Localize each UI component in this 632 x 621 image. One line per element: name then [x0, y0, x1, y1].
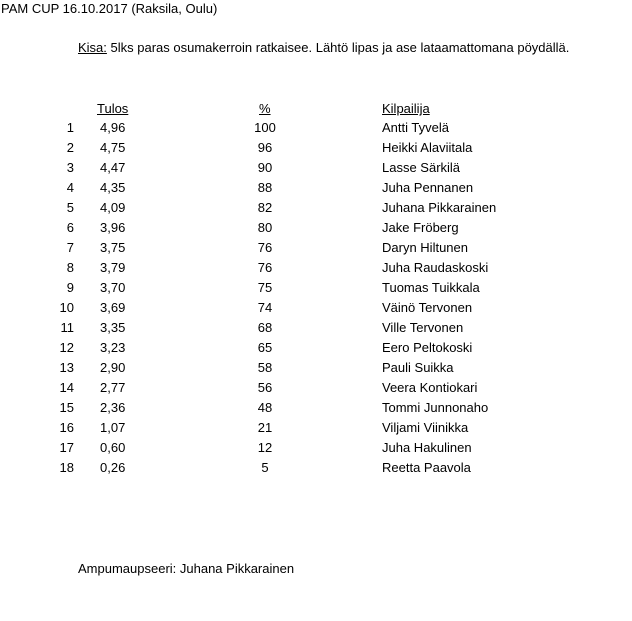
competitor-cell: Veera Kontiokari [382, 380, 478, 395]
results-table [0, 118, 632, 478]
percent-cell: 100 [254, 120, 276, 135]
table-row [0, 178, 632, 198]
competitor-cell: Daryn Hiltunen [382, 240, 468, 255]
result-cell: 3,96 [100, 220, 126, 235]
result-cell: 0,26 [100, 460, 126, 475]
percent-cell: 65 [257, 340, 273, 355]
table-row [0, 438, 632, 458]
result-cell: 2,36 [100, 400, 126, 415]
rank-cell: 17 [59, 440, 74, 455]
table-row [0, 338, 632, 358]
rank-cell: 7 [66, 240, 74, 255]
competitor-cell: Viljami Viinikka [382, 420, 469, 435]
percent-cell: 68 [257, 320, 273, 335]
competitor-cell: Heikki Alaviitala [382, 140, 473, 155]
percent-cell: 90 [257, 160, 273, 175]
table-row [0, 298, 632, 318]
percent-cell: 12 [257, 440, 273, 455]
result-cell: 3,35 [100, 320, 126, 335]
rule-text: 5lks paras osumakerroin ratkaisee. Lähtö lipas ja ase lataamattomana pöydällä. [106, 40, 570, 55]
rank-cell: 13 [59, 360, 74, 375]
table-row [0, 138, 632, 158]
table-row [0, 358, 632, 378]
range-officer: Ampumaupseeri: Juhana Pikkarainen [78, 561, 295, 576]
result-cell: 4,47 [100, 160, 126, 175]
document-title: PAM CUP 16.10.2017 (Raksila, Oulu) [1, 1, 218, 16]
rank-cell: 15 [59, 400, 74, 415]
result-cell: 2,90 [100, 360, 126, 375]
rank-cell: 6 [66, 220, 74, 235]
result-cell: 4,09 [100, 200, 126, 215]
rank-cell: 11 [60, 320, 74, 335]
percent-cell: 75 [257, 280, 273, 295]
result-cell: 4,96 [100, 120, 126, 135]
rank-cell: 9 [66, 280, 74, 295]
rank-cell: 16 [59, 420, 74, 435]
table-row [0, 118, 632, 138]
percent-cell: 21 [257, 420, 273, 435]
rank-cell: 12 [59, 340, 74, 355]
competitor-cell: Jake Fröberg [382, 220, 459, 235]
rule-label: Kisa: [78, 40, 107, 55]
percent-cell: 88 [257, 180, 273, 195]
header-competitor: Kilpailija [382, 101, 430, 116]
percent-cell: 5 [261, 460, 269, 475]
table-row [0, 258, 632, 278]
table-row [0, 318, 632, 338]
table-row [0, 418, 632, 438]
competitor-cell: Lasse Särkilä [382, 160, 461, 175]
result-cell: 3,23 [100, 340, 126, 355]
result-cell: 3,75 [100, 240, 126, 255]
competition-rule [78, 40, 569, 55]
competitor-cell: Juhana Pikkarainen [382, 200, 497, 215]
table-row [0, 458, 632, 478]
percent-cell: 58 [257, 360, 273, 375]
result-cell: 2,77 [100, 380, 126, 395]
table-row [0, 278, 632, 298]
result-cell: 1,07 [100, 420, 126, 435]
competitor-cell: Tommi Junnonaho [382, 400, 489, 415]
competitor-cell: Reetta Paavola [382, 460, 471, 475]
rank-cell: 14 [59, 380, 74, 395]
table-row [0, 158, 632, 178]
competitor-cell: Tuomas Tuikkala [382, 280, 480, 295]
rank-cell: 4 [66, 180, 74, 195]
rank-cell: 3 [66, 160, 74, 175]
percent-cell: 74 [257, 300, 273, 315]
percent-cell: 76 [257, 260, 273, 275]
table-row [0, 398, 632, 418]
percent-cell: 82 [257, 200, 273, 215]
percent-cell: 56 [257, 380, 273, 395]
competitor-cell: Väinö Tervonen [382, 300, 473, 315]
result-cell: 0,60 [100, 440, 126, 455]
rank-cell: 8 [66, 260, 74, 275]
percent-cell: 48 [257, 400, 273, 415]
competitor-cell: Juha Pennanen [382, 180, 474, 195]
rank-cell: 2 [66, 140, 74, 155]
result-cell: 3,70 [100, 280, 126, 295]
table-row [0, 218, 632, 238]
result-cell: 3,79 [100, 260, 126, 275]
table-row [0, 238, 632, 258]
rank-cell: 1 [66, 120, 74, 135]
competitor-cell: Juha Raudaskoski [382, 260, 489, 275]
competitor-cell: Ville Tervonen [382, 320, 464, 335]
result-cell: 4,75 [100, 140, 126, 155]
percent-cell: 80 [257, 220, 273, 235]
table-row [0, 198, 632, 218]
percent-cell: 96 [257, 140, 273, 155]
percent-cell: 76 [257, 240, 273, 255]
competitor-cell: Antti Tyvelä [382, 120, 449, 135]
competitor-cell: Pauli Suikka [382, 360, 454, 375]
result-cell: 4,35 [100, 180, 126, 195]
competitor-cell: Eero Peltokoski [382, 340, 473, 355]
rank-cell: 18 [59, 460, 74, 475]
header-percent: % [259, 101, 271, 116]
rank-cell: 5 [66, 200, 74, 215]
result-cell: 3,69 [100, 300, 126, 315]
table-row [0, 378, 632, 398]
competitor-cell: Juha Hakulinen [382, 440, 472, 455]
rank-cell: 10 [59, 300, 74, 315]
header-result: Tulos [97, 101, 129, 116]
